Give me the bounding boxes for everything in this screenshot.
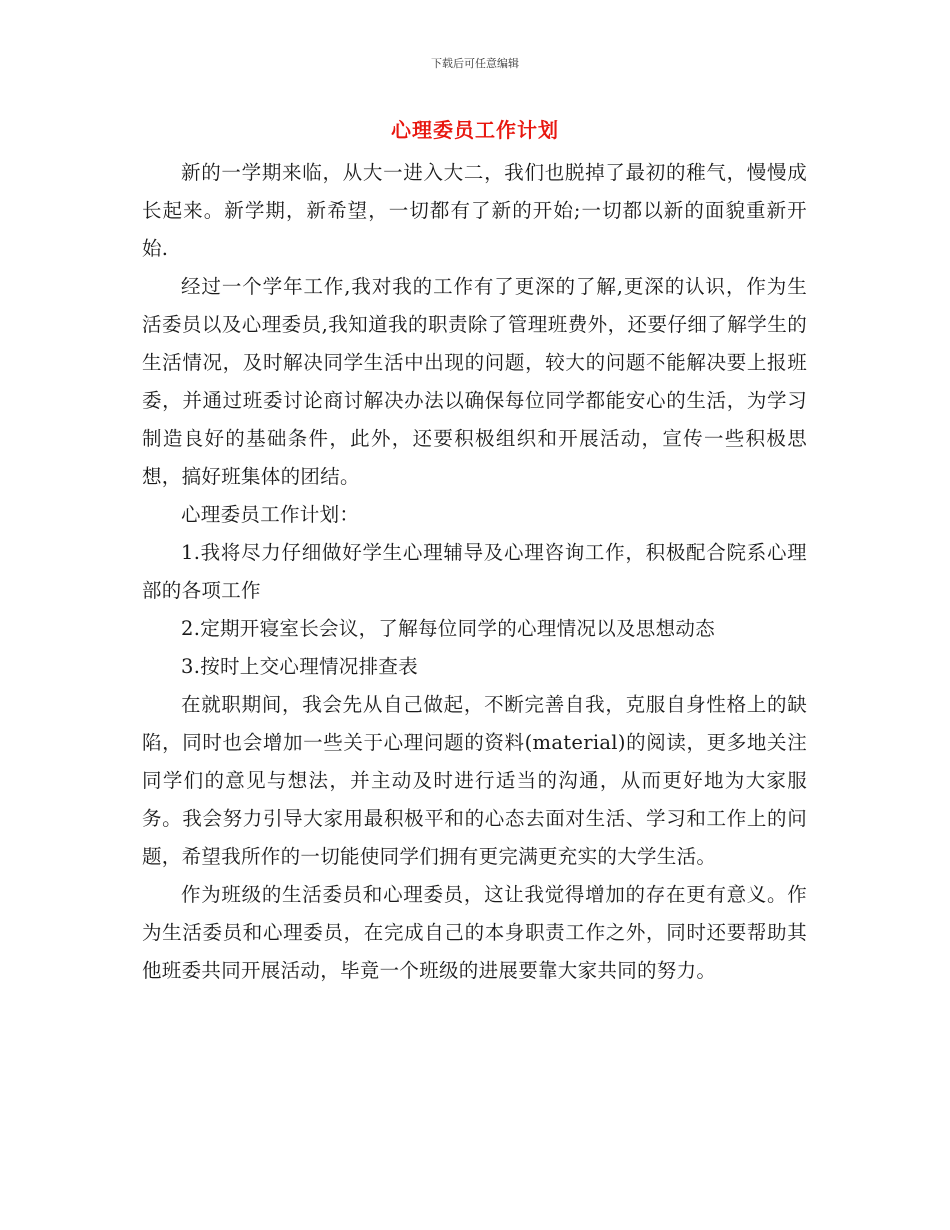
- plan-item-3: 3.按时上交心理情况排查表: [181, 655, 419, 678]
- paragraph-plan-heading: 心理委员工作计划：: [181, 503, 360, 526]
- plan-item-2: 2.定期开寝室长会议，了解每位同学的心理情况以及思想动态: [181, 617, 716, 640]
- paragraph-commitment: 在就职期间，我会先从自己做起，不断完善自我，克服自身性格上的缺陷，同时也会增加一些关于心理问题的资料(material)的阅读，更多地关注同学们的意见与想法，并主动及时进行适当的沟通，从而更好地为大家服务。我会努力引导大家用最积极平和的心态去面对生活、学习和工作上的问题，希望我所作的一切能使同学们拥有更完满更充实的大学生活。: [142, 693, 807, 868]
- paragraph-experience: 经过一个学年工作,我对我的工作有了更深的了解,更深的认识，作为生活委员以及心理委员,我知道我的职责除了管理班费外，还要仔细了解学生的生活情况，及时解决同学生活中出现的问题，较大的问题不能解决要上报班委，并通过班委讨论商讨解决办法以确保每位同学都能安心的生活，为学习制造良好的基础条件，此外，还要积极组织和开展活动，宣传一些积极思想，搞好班集体的团结。: [142, 275, 807, 488]
- paragraph-conclusion: 作为班级的生活委员和心理委员，这让我觉得增加的存在更有意义。作为生活委员和心理委员，在完成自己的本身职责工作之外，同时还要帮助其他班委共同开展活动，毕竟一个班级的进展要靠大家共同的努力。: [142, 883, 807, 982]
- document-body: [142, 154, 807, 990]
- header-note: 下载后可任意编辑: [431, 57, 519, 70]
- document-title: 心理委员工作计划: [391, 118, 559, 142]
- plan-item-1: 1.我将尽力仔细做好学生心理辅导及心理咨询工作，积极配合院系心理部的各项工作: [142, 541, 807, 602]
- paragraph-intro: 新的一学期来临，从大一进入大二，我们也脱掉了最初的稚气，慢慢成长起来。新学期，新希望，一切都有了新的开始;一切都以新的面貌重新开始.: [142, 161, 807, 260]
